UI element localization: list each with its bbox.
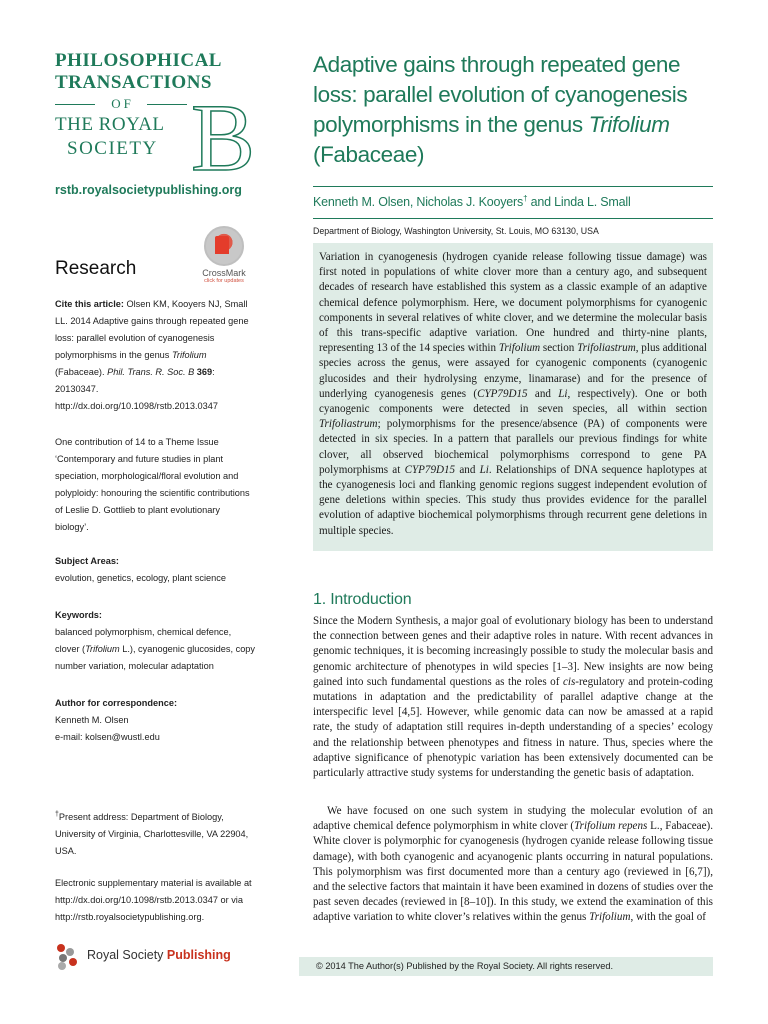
logo-rule-right (147, 104, 187, 105)
logo-line-2: TRANSACTIONS (55, 72, 212, 93)
keywords-text-b: L.), cyanogenic glucosides, copy number variation, molecular adaptation (55, 644, 256, 671)
publisher-logo-icon (55, 942, 83, 970)
subject-areas-heading: Subject Areas: (55, 556, 119, 566)
logo-line-3: OF (111, 96, 134, 111)
cite-heading: Cite this article: (55, 299, 124, 309)
keywords-genus: Trifolium (85, 644, 120, 654)
citation-block (55, 296, 255, 415)
logo-line-1: PHILOSOPHICAL (55, 50, 222, 71)
abstract-text: Variation in cyanogenesis (hydrogen cyanide release following tissue damage) was first noted in populations of white clover more than a century ago, and subsequent decades of research have established this system as a classic example of an adaptive chemical defence polymorphism. Here, we document polymorphisms for cyanogenic components in several relatives of white clover, and we determine the molecular basis of this trans-specific adaptive variation. One hundred and thirty-nine plants, representing 13 of the 14 species within Trifolium section Trifoliastrum, plus additional species across the genus, were assayed for cyanogenic components (cyanogenic glucosides and their hydrolysing enzyme, linamarase) and for the presence of underlying cyanogenesis genes (CYP79D15 and Li, respectively). One or both cyanogenic components were detected in seven species, all within section Trifoliastrum; polymorphisms for the presence/absence (PA) of components were detected in six species. In a pattern that parallels our previous findings for white clover, all observed biochemical polymorphisms correspond to gene PA polymorphisms at CYP79D15 and Li. Relationships of DNA sequence haplotypes at the cyanogenesis loci and flanking genomic regions suggest independent evolution of gene deletions within species. This study thus provides evidence for the parallel evolution of adaptive biochemical polymorphisms through recurrent gene deletions in multiple species. (319, 251, 707, 537)
affiliation: Department of Biology, Washington University, St. Louis, MO 63130, USA (313, 226, 599, 236)
present-address-mark: † (55, 811, 59, 818)
logo-line-5: SOCIETY (67, 138, 158, 159)
logo-letter: B (191, 84, 256, 191)
copyright-notice: © 2014 The Author(s) Published by the Royal Society. All rights reserved. (316, 961, 614, 971)
keywords-text-a: balanced polymorphism, chemical defence, clover ( (55, 627, 232, 654)
body-paragraph: Since the Modern Synthesis, a major goal of evolutionary biology has been to understand the connection between genes and their adaptive roles in nature. With recent advances in genomic techniques, it is becoming increasingly possible to study the molecular basis and genomic architecture of phenotypes in wild species [1–3]. New insights are now being gained into such fundamental questions as the roles of cis-regulatory and protein-coding mutations in adaptation and the predictability of parallel adaptive change at the interspecific level [4,5]. However, while genomic data can now be amassed at a rapid rate, the study of adaptation still requires in-depth understanding of a species’ ecology and the relationship between phenotypes and fitness in nature. Thus, species where the adaptive significance of phenotypic variation has been extensively documented can be particularly attractive study systems for understanding the genetic basis of adaptation. (313, 615, 713, 780)
publisher-logo (55, 942, 255, 972)
author-rule-bottom (313, 218, 713, 219)
cite-volume: 369 (196, 367, 213, 377)
title-genus: Trifolium (588, 112, 670, 137)
journal-site-link[interactable]: rstb.royalsocietypublishing.org (55, 183, 242, 197)
correspondence-name: Kenneth M. Olsen (55, 715, 129, 725)
crossmark-label: CrossMark (202, 268, 246, 278)
cite-doi-link[interactable]: http://dx.doi.org/10.1098/rstb.2013.0347 (55, 401, 218, 411)
article-title: Adaptive gains through repeated gene loss: parallel evolution of cyanogenesis polymorphisms in the genus Trifolium (Fabaceae) (313, 52, 688, 167)
subject-areas (55, 553, 255, 587)
subject-areas-text: evolution, genetics, ecology, plant science (55, 573, 226, 583)
author-rule-top (313, 186, 713, 187)
correspondence-heading: Author for correspondence: (55, 698, 177, 708)
present-address-text: Present address: Department of Biology, University of Virginia, Charlottesville, VA 22904, USA. (55, 812, 249, 857)
keywords (55, 607, 255, 675)
present-address (55, 806, 255, 860)
cite-text-b: (Fabaceae). (55, 367, 108, 377)
crossmark-badge[interactable] (192, 226, 256, 288)
body-paragraph: We have focused on one such system in studying the molecular evolution of an adaptive chemical defence polymorphism in white clover (Trifolium repens L., Fabaceae). White clover is polymorphic for cyanogenesis (hydrogen cyanide release following tissue damage), with both cyanogenic and acyanogenic plants occurring in natural populations. This polymorphism was first documented more than a century ago (reviewed in [6,7]), and the selective factors that maintain it have been examined in dozens of studies over the past seven decades (reviewed in [8–10]). In this study, we extend the examination of this adaptive variation to white clover’s relatives within the genus Trifolium, with the goal of (313, 805, 714, 924)
esm-note: Electronic supplementary material is available at http://dx.doi.org/10.1098/rstb.2013.0347 or via http://rstb.royalsocietypublishing.org. (55, 878, 252, 922)
keywords-heading: Keywords: (55, 610, 102, 620)
publisher-logo-text: Royal Society Publishing (87, 948, 231, 962)
crossmark-sub: click for updates (204, 278, 244, 284)
logo-line-4: THE ROYAL (55, 114, 165, 135)
article-type: Research (55, 258, 137, 279)
cite-text-a: Olsen KM, Kooyers NJ, Small LL. 2014 Adaptive gains through repeated gene loss: parallel evolution of cyanogenesis polymorphisms in the genus (55, 299, 249, 360)
correspondence-email[interactable]: e-mail: kolsen@wustl.edu (55, 732, 160, 742)
author-list: Kenneth M. Olsen, Nicholas J. Kooyers† and Linda L. Small (313, 194, 631, 210)
cite-genus: Trifolium (171, 350, 207, 360)
theme-issue-note: One contribution of 14 to a Theme Issue ‘Contemporary and future studies in plant speciation, morphological/floral evolution and polyploidy: honouring the scientific contributions of Leslie D. Gottlieb to plant evolutionary biology’. (55, 437, 250, 532)
cite-text-c: : 20130347. (55, 367, 215, 394)
correspondence (55, 695, 255, 746)
cite-journal: Phil. Trans. R. Soc. B (107, 367, 195, 377)
crossmark-icon (204, 226, 244, 266)
section-heading-introduction: 1. Introduction (313, 591, 412, 608)
